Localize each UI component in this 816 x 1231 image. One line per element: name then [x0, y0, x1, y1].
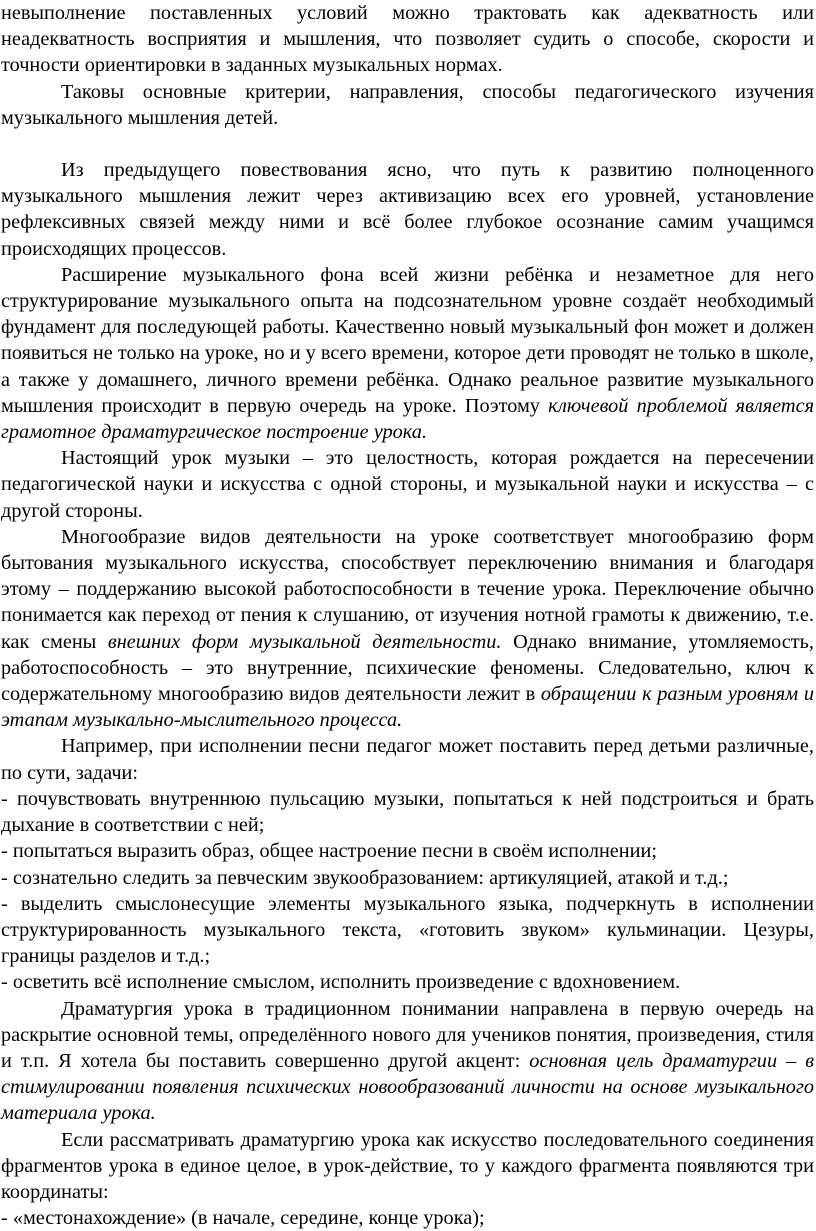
list-item-language-elements: - выделить смыслонесущие элементы музыкального языка, подчеркнуть в исполнении структурированность музыкального текста, «готовить звуком» кульминации. Цезуры, границы разделов и т.д.;	[1, 892, 814, 968]
paragraph-activity-variety: Многообразие видов деятельности на уроке соответствует многообразию форм бытования музыкального искусства, способствует переключению внимания и благодаря этому – поддержанию высокой работоспособности в течение урока. Переключение обычно понимается как переход от пения к слушанию, от изучения нотной грамоты к движению, т.е. как смены внешних форм музыкальной деятельности. Однако внимание, утомляемость, работоспособность – это внутренние, психические феномены. Следовательно, ключ к содержательному многообразию видов деятельности лежит в обращении к разным уровням и этапам музыкально-мыслительного процесса.	[1, 525, 814, 732]
paragraph-lesson-dramaturgy: Драматургия урока в традиционном понимании направлена в первую очередь на раскрытие основной темы, определённого нового для учеников понятия, произведения, стиля и т.п. Я хотела бы поставить совершенно другой акцент: основная цель драматургии – в стимулировании появления психических новообразований личности на основе музыкального материала урока.	[1, 997, 814, 1125]
emphasis-thinking-process: обращении к разным уровням и этапам музыкально-мыслительного процесса.	[1, 683, 814, 732]
paragraph-continuation: невыполнение поставленных условий можно трактовать как адекватность или неадекватность восприятия и мышления, что позволяет судить о способе, скорости и точности ориентировки в заданных музыкальных нормах.	[1, 2, 814, 77]
paragraph-musical-background: Расширение музыкального фона всей жизни ребёнка и незаметное для него структурирование музыкального опыта на подсознательном уровне создаёт необходимый фундамент для последующей работы. Качественно новый музыкальный фон может и должен появиться не только на уроке, но и у всего времени, которое дети проводят не только в школе, а также у домашнего, личного времени ребёнка. Однако реальное развитие музыкального мышления происходит в первую очередь на уроке. Поэтому ключевой проблемой является грамотное драматургическое построение урока.	[1, 263, 814, 444]
paragraph-criteria-summary: Таковы основные критерии, направления, способы педагогического изучения музыкального мышления детей.	[1, 80, 814, 129]
paragraph-development-path: Из предыдущего повествования ясно, что путь к развитию полноценного музыкального мышления лежит через активизацию всех его уровней, установление рефлексивных связей между ними и всё более глубокое осознание самим учащимся происходящих процессов.	[1, 159, 814, 260]
paragraph-lesson-integrity: Настоящий урок музыки – это целостность, которая рождается на пересечении педагогической науки и искусства с одной стороны, и музыкальной науки и искусства – с другой стороны.	[1, 447, 814, 522]
emphasis-key-problem: ключевой проблемой является грамотное драматургическое построение урока.	[1, 394, 814, 444]
list-item-image: - попытаться выразить образ, общее настроение песни в своём исполнении;	[1, 840, 658, 863]
list-item-inspiration: - осветить всё исполнение смыслом, исполнить произведение с вдохновением.	[1, 971, 681, 994]
paragraph-song-tasks-intro: Например, при исполнении песни педагог может поставить перед детьми различные, по сути, задачи:	[1, 735, 814, 784]
paragraph-fragment-coordinates: Если рассматривать драматургию урока как искусство последовательного соединения фрагментов урока в единое целое, в урок-действие, то у каждого фрагмента появляются три координаты:	[1, 1128, 814, 1203]
list-item-location: - «местонахождение» (в начале, середине, конце урока);	[1, 1207, 485, 1230]
paragraph-spacer	[1, 131, 814, 157]
emphasis-external-forms: внешних форм музыкальной деятельности.	[107, 630, 502, 653]
emphasis-dramaturgy-goal: основная цель драматургии – в стимулировании появления психических новообразований личности на основе музыкального материала урока.	[1, 1049, 814, 1125]
list-item-sound-production: - сознательно следить за певческим звукообразованием: артикуляцией, атакой и т.д.;	[1, 866, 729, 889]
list-item-pulse: - почувствовать внутреннюю пульсацию музыки, попытаться к ней подстроиться и брать дыхание в соответствии с ней;	[1, 787, 814, 837]
